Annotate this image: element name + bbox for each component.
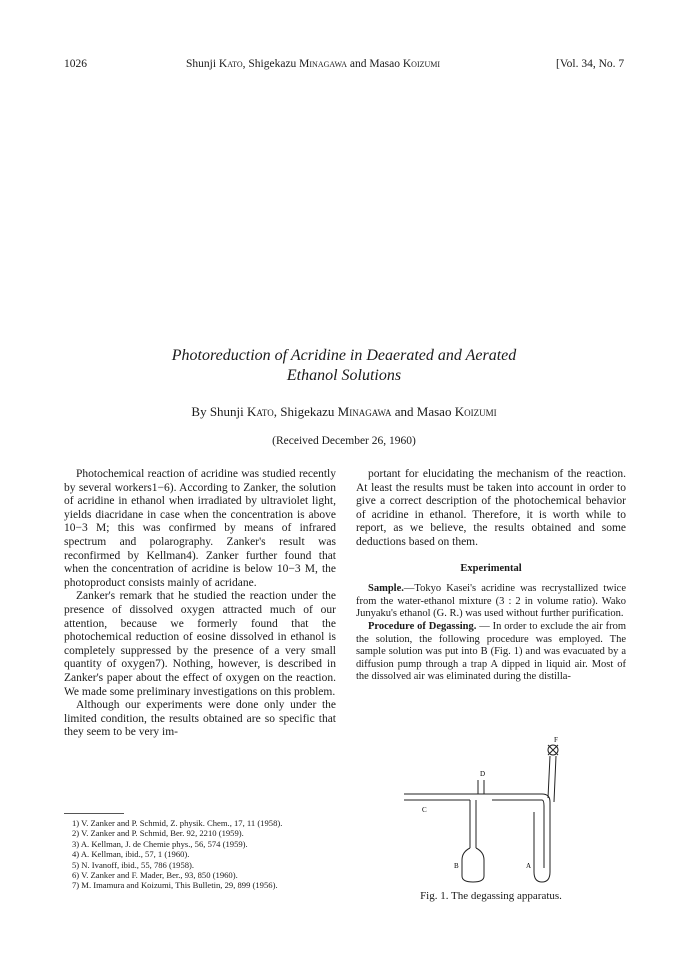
left-column [64,468,336,740]
header-text: Kato [218,58,243,70]
reference-item: 5) N. Ivanoff, ibid., 55, 786 (1958). [72,859,195,870]
running-header-authors [186,58,440,70]
reference-item: 3) A. Kellman, J. de Chemie phys., 56, 574 (1959). [72,838,248,849]
runin-heading: Procedure of Degassing. [368,620,477,632]
byline-text: , Shigekazu [273,404,338,419]
fig-label-b: B [454,862,459,870]
reference-item: 1) V. Zanker and P. Schmid, Z. physik. Chem., 17, 11 (1958). [72,818,283,828]
paragraph: portant for elucidating the mechanism of the reaction. At least the results must be taken into account in order to give a correct description of the photochemical behavior of acridine in ethanol. Therefore, it is worth while to report, as we believe, the results obtained and some deductions based on them. [356,468,626,548]
received-date: (Received December 26, 1960) [272,435,416,447]
fig-label-c: C [422,806,427,814]
paragraph-text: —Tokyo Kasei's acridine was recrystallized twice from the water-ethanol mixture (3 : 2 in volume ratio). Wako Junyaku's ethanol (G. R.) was used without further purification. [356,583,626,620]
byline-text: By Shunji [191,404,248,419]
degassing-apparatus-figure [392,736,582,886]
paragraph [356,621,626,684]
byline-text: Kato [247,404,274,419]
footnote-rule [64,813,124,814]
reference-item: 6) V. Zanker and F. Mader, Ber., 93, 850 (1960). [72,870,238,881]
tube-c [404,794,542,800]
title-line: Ethanol Solutions [286,367,402,384]
page-number: 1026 [64,58,87,70]
paragraph: Photochemical reaction of acridine was studied recently by several workers1−6). According to Zanker, the solution of acridine in ethanol when irradiated by ultraviolet light, yields diacridane in case when the concentration is above 10−3 M; this was confirmed by means of infrared spectrum and polarography. Zanker's result was reconfirmed by Kellman4). Zanker further found that when the concentration of acridine is below 10−3 M, the photoproduct consists mainly of acridane. [64,468,336,589]
figure-caption: Fig. 1. The degassing apparatus. [420,890,562,902]
paragraph [356,583,626,621]
byline [0,404,688,420]
paragraph-text: — In order to exclude the air from the solution, the following procedure was employed. The sample solution was put into B (Fig. 1) and was evacuated by a diffusion pump through a trap A dipped in liquid air. Most of the dissolved air was eliminated during the distilla- [356,620,626,683]
header-text: and Masao [346,58,403,70]
paragraph: Although our experiments were done only under the limited condition, the results obtained are so specific that they seem to be very im- [64,699,336,739]
byline-text: and Masao [391,404,455,419]
fig-label-a: A [526,862,532,870]
paper-title [0,346,688,386]
reference-item: 2) V. Zanker and P. Schmid, Ber. 92, 2210 (1959). [72,828,244,839]
header-text: Koizumi [402,58,441,70]
fig-label-f: F [554,736,558,744]
section-heading: Experimental [460,562,522,574]
right-column [356,468,626,684]
trap-a [534,794,550,882]
references [64,818,336,891]
title-line: Photoreduction of Acridine in Deaerated and Aerated [171,347,517,364]
paragraph: Zanker's remark that he studied the reaction under the presence of dissolved oxygen attracted much of our attention, because we formerly found that the photochemical reduction of eosine dissolved in ethanol is completely suppressed by the presence of a very small quantity of oxygen7). Nothing, however, is described in Zanker's paper about the effect of oxygen on the reaction. We made some preliminary investigations on this problem. [64,590,336,698]
fig-label-d: D [480,770,486,778]
tube-d [478,780,484,794]
reference-item: 7) M. Imamura and Koizumi, This Bulletin, 29, 899 (1956). [72,880,278,891]
volume-label: [Vol. 34, No. 7 [556,58,625,70]
flask-b [462,848,484,882]
byline-text: Koizumi [454,404,497,419]
reference-item: 4) A. Kellman, ibid., 57, 1 (1960). [72,849,190,860]
header-text: Shunji [186,58,219,70]
runin-heading: Sample. [368,583,404,595]
header-text: , Shigekazu [242,58,300,70]
byline-text: Minagawa [337,404,392,419]
header-text: Minagawa [299,58,347,70]
